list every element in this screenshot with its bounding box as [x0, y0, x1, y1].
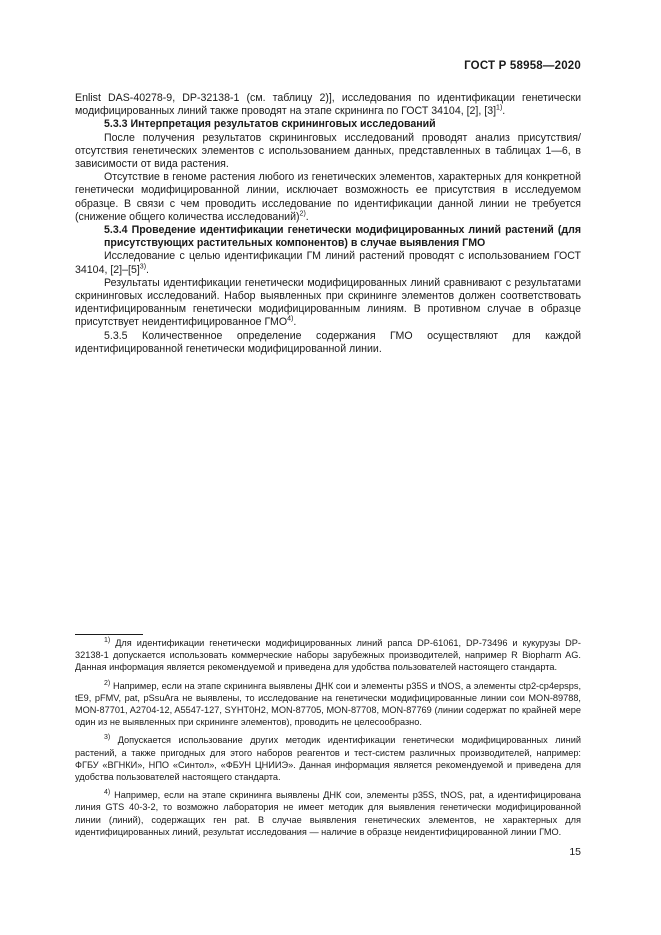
section-heading-5-3-4: 5.3.4 Проведение идентификации генетически модифицированных линий растений (для присутствующих растительных компонентов) в случае выявления ГМО	[104, 224, 581, 250]
footnote-separator	[75, 634, 143, 635]
paragraph-continuation	[75, 92, 581, 118]
paragraph	[75, 277, 581, 330]
paragraph-5-3-5: 5.3.5 Количественное определение содержания ГМО осуществляют для каждой идентифицированной генетически модифицированной линии.	[75, 329, 581, 355]
paragraph-end: .	[502, 105, 506, 118]
footnote-ref: 4)	[287, 315, 294, 323]
paragraph-end: .	[305, 210, 309, 223]
footnote-mark: 4)	[104, 789, 111, 797]
footnote	[75, 637, 581, 674]
paragraph-end: .	[146, 263, 149, 276]
main-text	[75, 92, 581, 356]
section-heading-5-3-3: 5.3.3 Интерпретация результатов скрининговых исследований	[104, 118, 436, 131]
footnotes	[75, 637, 581, 844]
footnote-ref: 1)	[496, 104, 503, 112]
standard-header: ГОСТ Р 58958—2020	[464, 60, 581, 72]
paragraph-text: Enlist DAS-40278-9, DP-32138-1 (см. таблицу 2)], исследования по идентификации генетически модифицированных линий также проводят на этапе скрининга по ГОСТ 34104, [2], [3]	[75, 92, 581, 118]
footnote-text: Допускается использование других методик идентификации генетически модифицированных линий растений, а также пригодных для этого наборов реагентов и тест-систем различных производителей, например: ФГБУ «ВГНКИ», НПО «Синтол», «ФБУН ЦНИИЭ». Данная информация является рекомендуемой и приведена для удобства пользователей настоящего стандарта.	[75, 735, 581, 783]
paragraph-text: Отсутствие в геноме растения любого из генетических элементов, характерных для конкретной генетически модифицированной линии, исключает возможность ее присутствия в исследуемом образце. В связи с чем проводить исследование по идентификации данной линии не требуется (снижение общего количества исследований)	[75, 171, 581, 223]
footnote-mark: 3)	[104, 734, 111, 742]
footnote-mark: 2)	[104, 679, 111, 687]
paragraph-end: .	[293, 316, 297, 329]
footnote	[75, 734, 581, 783]
footnote-text: Для идентификации генетически модифицированных линий рапса DP-61061, DP-73496 и кукурузы DP-32138-1 допускается использовать коммерческие наборы зарубежных производителей, например R Biopharm AG. Данная информация является рекомендуемой и приведена для удобства пользователей настоящего стандарта.	[75, 638, 581, 673]
paragraph-text: Результаты идентификации генетически модифицированных линий сравнивают с результатами скрининговых исследований. Набор выявленных при скрининге элементов должен соответствовать идентифицированным генетически модифицированным линиям. В противном случае в образце присутствует неидентифицированное ГМО	[75, 276, 581, 329]
footnote-ref: 2)	[299, 210, 306, 218]
paragraph-text: Исследование с целью идентификации ГМ линий растений проводят с использованием ГОСТ 34104, [2]–[5]	[75, 250, 581, 276]
footnote	[75, 680, 581, 729]
footnote-text: Например, если на этапе скрининга выявлены ДНК сои, элементы p35S, tNOS, pat, а идентифицирована линия GTS 40-3-2, то возможно лаборатория не имеет методик для выявления генетически модифицированной линии (линий), содержащих ген pat. В случае выявления генетических элементов, не характерных для идентифицированных линий, результат исследования — наличие в образце неидентифицированной линии ГМО.	[75, 790, 581, 837]
footnote-ref: 3)	[139, 263, 147, 271]
footnote-text: Например, если на этапе скрининга выявлены ДНК сои и элементы p35S и tNOS, а элементы ctp2-cp4epsps, tE9, pFMV, pat, pSsuAra не выявлены, то исследование на генетически модифицированные линии сои MON-89788, MON-87701, A2704-12, A5547-127, SYHT0H2, MON-87705, MON-87708, MON-87769 (линии содержат по крайней мере один из не выявленных при скрининге элементов), проводить не целесообразно.	[75, 680, 581, 728]
paragraph	[75, 250, 581, 276]
paragraph	[75, 171, 581, 224]
footnote	[75, 789, 581, 838]
paragraph: После получения результатов скрининговых исследований проводят анализ присутствия/отсутствия генетических элементов с использованием данных, представленных в таблицах 1—6, в зависимости от вида растения.	[75, 131, 581, 171]
page-number: 15	[569, 846, 581, 858]
footnote-mark: 1)	[104, 636, 111, 644]
